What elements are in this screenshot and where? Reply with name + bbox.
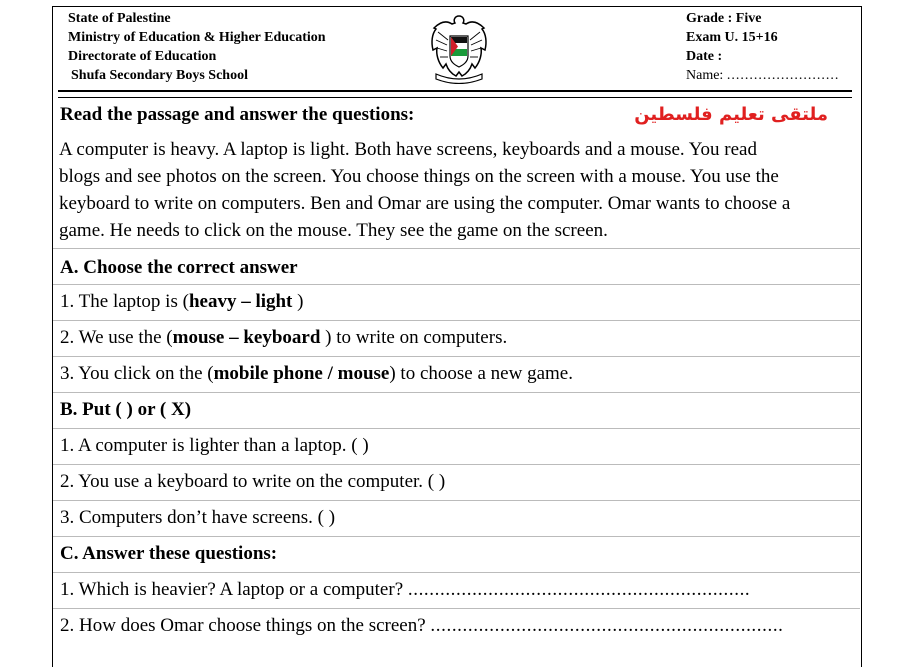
answer-options[interactable]: mobile phone / mouse bbox=[213, 363, 390, 384]
header-directorate: Directorate of Education bbox=[68, 49, 217, 64]
instructions-title: Read the passage and answer the questions: bbox=[60, 104, 415, 125]
name-field bbox=[686, 66, 839, 85]
question-row bbox=[53, 500, 860, 537]
question-a1 bbox=[60, 291, 303, 313]
question-row bbox=[53, 572, 860, 609]
question-row bbox=[53, 464, 860, 501]
question-row bbox=[53, 356, 860, 393]
question-row bbox=[53, 608, 860, 652]
date-label: Date : bbox=[686, 49, 723, 64]
arabic-watermark: ملتقى تعليم فلسطين bbox=[634, 104, 828, 125]
answer-options[interactable]: heavy – light bbox=[188, 291, 293, 312]
question-b3[interactable]: 3. Computers don’t have screens. ( ) bbox=[60, 507, 336, 528]
header-right bbox=[686, 9, 839, 85]
question-row bbox=[53, 320, 860, 357]
header-divider bbox=[58, 90, 852, 98]
header-left bbox=[68, 9, 326, 85]
question-text: ) to write on computers. bbox=[320, 327, 508, 348]
question-a2 bbox=[60, 327, 507, 349]
passage-line: blogs and see photos on the screen. You choose things on the screen with a mouse. You use the bbox=[59, 166, 779, 187]
passage-line: A computer is heavy. A laptop is light. Both have screens, keyboards and a mouse. You read bbox=[59, 139, 757, 160]
section-c-heading-row bbox=[53, 536, 860, 573]
section-a-heading: A. Choose the correct answer bbox=[60, 257, 298, 278]
reading-passage bbox=[59, 136, 859, 244]
section-c-heading: C. Answer these questions: bbox=[60, 543, 278, 564]
header-ministry: Ministry of Education & Higher Education bbox=[68, 30, 326, 45]
question-text: 1. The laptop is ( bbox=[60, 291, 189, 312]
question-row bbox=[53, 428, 860, 465]
passage-line: game. He needs to click on the mouse. They see the game on the screen. bbox=[59, 220, 608, 241]
header-school: Shufa Secondary Boys School bbox=[71, 68, 248, 83]
question-text: ) bbox=[292, 291, 304, 312]
question-text: 2. We use the ( bbox=[60, 327, 173, 348]
question-text: 2. How does Omar choose things on the screen? bbox=[60, 615, 431, 636]
section-b-heading: B. Put ( ) or ( X) bbox=[60, 399, 192, 420]
question-c1 bbox=[60, 579, 750, 601]
question-text: ) to choose a new game. bbox=[389, 363, 573, 384]
question-row bbox=[53, 284, 860, 321]
section-a-heading-row bbox=[53, 248, 860, 285]
answer-blank[interactable]: ................................................................ bbox=[407, 579, 751, 600]
question-a3 bbox=[60, 363, 573, 385]
name-label: Name: bbox=[686, 68, 724, 83]
exam-label: Exam U. 15+16 bbox=[686, 30, 778, 45]
answer-options[interactable]: mouse – keyboard bbox=[172, 327, 321, 348]
question-text: 1. Which is heavier? A laptop or a computer? bbox=[60, 579, 408, 600]
question-text: 3. You click on the ( bbox=[60, 363, 214, 384]
question-b2[interactable]: 2. You use a keyboard to write on the computer. ( ) bbox=[60, 471, 446, 492]
question-b1[interactable]: 1. A computer is lighter than a laptop. ( ) bbox=[60, 435, 369, 456]
name-blank: ......................... bbox=[726, 68, 840, 83]
answer-blank[interactable]: .................................................................. bbox=[430, 615, 784, 636]
header-state: State of Palestine bbox=[68, 11, 171, 26]
grade-label: Grade : Five bbox=[686, 11, 762, 26]
palestine-eagle-emblem-icon bbox=[428, 12, 490, 84]
section-b-heading-row bbox=[53, 392, 860, 429]
question-c2 bbox=[60, 615, 784, 637]
passage-line: keyboard to write on computers. Ben and Omar are using the computer. Omar wants to choose a bbox=[59, 193, 791, 214]
